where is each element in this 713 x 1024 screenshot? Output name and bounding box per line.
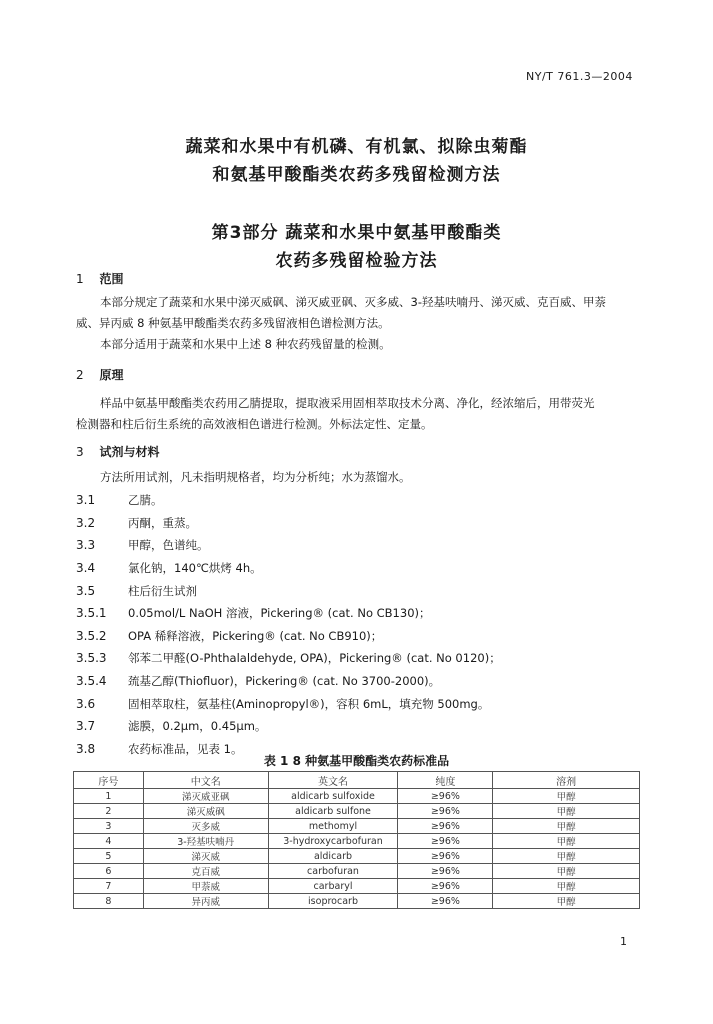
item-number: 3.5.4 xyxy=(76,674,107,688)
item-text: 丙酮，重蒸。 xyxy=(128,516,197,530)
list-item xyxy=(76,628,382,644)
doc-title-line1: 蔬菜和水果中有机磷、有机氯、拟除虫菊酯 xyxy=(185,137,528,157)
item-text: 滤膜，0.2μm，0.45μm。 xyxy=(128,719,267,733)
part-title-line1: 第3部分 蔬菜和水果中氨基甲酸酯类 xyxy=(211,223,502,243)
list-item xyxy=(76,537,209,553)
item-text: 农药标准品，见表 1。 xyxy=(128,742,243,756)
section-2-para-1b: 检测器和柱后衍生系统的高效液相色谱进行检测。外标法定性、定量。 xyxy=(76,417,433,431)
table-cell: 4 xyxy=(74,834,144,849)
section-title: 试剂与材料 xyxy=(99,445,160,459)
section-3-heading xyxy=(76,443,159,460)
table-row xyxy=(74,834,640,849)
table-row xyxy=(74,819,640,834)
table-cell: 6 xyxy=(74,864,144,879)
table-cell: ≥96% xyxy=(398,834,493,849)
section-2-heading xyxy=(76,366,123,383)
item-number: 3.5.1 xyxy=(76,606,107,620)
table-cell: 甲醇 xyxy=(493,849,640,864)
table-caption: 表 1 8 种氨基甲酸酯类农药标准品 xyxy=(263,754,450,768)
section-2-para-1a: 样品中氨基甲酸酯类农药用乙腈提取，提取液采用固相萃取技术分离、净化，经浓缩后，用带荧光 xyxy=(100,396,595,410)
table-cell: 甲醇 xyxy=(493,864,640,879)
item-text: 固相萃取柱，氨基柱(Aminopropyl®)，容积 6mL，填充物 500mg。 xyxy=(128,697,490,711)
section-1-para-1a: 本部分规定了蔬菜和水果中涕灭威砜、涕灭威亚砜、灭多威、3-羟基呋喃丹、涕灭威、克百威、甲萘 xyxy=(100,295,606,309)
table-cell: ≥96% xyxy=(398,879,493,894)
item-number: 3.5.2 xyxy=(76,629,107,643)
item-text: 甲醇，色谱纯。 xyxy=(128,538,209,552)
doc-title-line2: 和氨基甲酸酯类农药多残留检测方法 xyxy=(212,165,501,185)
section-1-para-2: 本部分适用于蔬菜和水果中上述 8 种农药残留量的检测。 xyxy=(100,337,391,351)
table-cell: 甲醇 xyxy=(493,894,640,909)
item-text: 柱后衍生试剂 xyxy=(128,584,197,598)
table-cell: 3-羟基呋喃丹 xyxy=(143,834,268,849)
table-cell: 甲醇 xyxy=(493,834,640,849)
table-row xyxy=(74,894,640,909)
table-cell: 涕灭威 xyxy=(143,849,268,864)
table-cell: 8 xyxy=(74,894,144,909)
list-item xyxy=(76,583,197,599)
item-number: 3.3 xyxy=(76,538,96,552)
table-cell: carbofuran xyxy=(268,864,398,879)
table-cell: 3-hydroxycarbofuran xyxy=(268,834,398,849)
item-number: 3.2 xyxy=(76,516,96,530)
standard-number: NY/T 761.3—2004 xyxy=(526,70,633,83)
table-cell: 克百威 xyxy=(143,864,268,879)
item-text: 邻苯二甲醛(O-Phthalaldehyde, OPA)，Pickering® (cat. No 0120)； xyxy=(128,651,501,665)
part-title-line2: 农药多残留检验方法 xyxy=(275,251,438,271)
section-title: 范围 xyxy=(99,272,124,286)
header-cell: 纯度 xyxy=(398,772,493,789)
table-cell: 2 xyxy=(74,804,144,819)
pesticide-standards-table xyxy=(73,771,640,909)
list-item xyxy=(76,650,501,666)
item-text: 0.05mol/L NaOH 溶液，Pickering® (cat. No CB130)； xyxy=(128,606,431,620)
table-row xyxy=(74,864,640,879)
header-cell: 英文名 xyxy=(268,772,398,789)
section-3-para-1: 方法所用试剂，凡未指明规格者，均为分析纯；水为蒸馏水。 xyxy=(100,470,411,484)
table-row xyxy=(74,879,640,894)
table-cell: 甲醇 xyxy=(493,804,640,819)
list-item xyxy=(76,696,489,712)
table-cell: carbaryl xyxy=(268,879,398,894)
table-cell: isoprocarb xyxy=(268,894,398,909)
table-cell: 1 xyxy=(74,789,144,804)
table-cell: ≥96% xyxy=(398,819,493,834)
table-row xyxy=(74,849,640,864)
item-number: 3.8 xyxy=(76,742,96,756)
item-text: 巯基乙醇(Thiofluor)，Pickering® (cat. No 3700-2000)。 xyxy=(128,674,441,688)
table-cell: ≥96% xyxy=(398,789,493,804)
item-text: OPA 稀释溶液，Pickering® (cat. No CB910)； xyxy=(128,629,383,643)
list-item xyxy=(76,515,197,531)
table-cell: 异丙威 xyxy=(143,894,268,909)
table-cell: aldicarb sulfoxide xyxy=(268,789,398,804)
item-text: 氯化钠，140℃烘烤 4h。 xyxy=(128,561,262,575)
section-number: 3 xyxy=(76,445,84,459)
item-number: 3.5.3 xyxy=(76,651,107,665)
table-cell: 涕灭威亚砜 xyxy=(143,789,268,804)
section-number: 1 xyxy=(76,272,84,286)
table-row xyxy=(74,789,640,804)
header-cell: 中文名 xyxy=(143,772,268,789)
section-1-para-1b: 威、异丙威 8 种氨基甲酸酯类农药多残留液相色谱检测方法。 xyxy=(76,316,390,330)
section-1-heading xyxy=(76,270,123,287)
page-number: 1 xyxy=(620,935,627,948)
header-cell: 溶剂 xyxy=(493,772,640,789)
section-number: 2 xyxy=(76,368,84,382)
item-number: 3.7 xyxy=(76,719,96,733)
table-cell: 甲醇 xyxy=(493,789,640,804)
header-cell: 序号 xyxy=(74,772,144,789)
table-cell: 甲醇 xyxy=(493,819,640,834)
table-cell: 涕灭威砜 xyxy=(143,804,268,819)
table-cell: 甲萘威 xyxy=(143,879,268,894)
item-number: 3.4 xyxy=(76,561,96,575)
table-cell: methomyl xyxy=(268,819,398,834)
item-number: 3.5 xyxy=(76,584,96,598)
table-cell: 灭多威 xyxy=(143,819,268,834)
table-cell: aldicarb xyxy=(268,849,398,864)
item-text: 乙腈。 xyxy=(128,493,163,507)
table-cell: ≥96% xyxy=(398,864,493,879)
table-cell: 5 xyxy=(74,849,144,864)
list-item xyxy=(76,673,440,689)
table-cell: 甲醇 xyxy=(493,879,640,894)
table-row xyxy=(74,804,640,819)
list-item xyxy=(76,718,266,734)
table-cell: ≥96% xyxy=(398,804,493,819)
table-cell: ≥96% xyxy=(398,894,493,909)
table-cell: ≥96% xyxy=(398,849,493,864)
table-header-row xyxy=(74,772,640,789)
table-cell: 7 xyxy=(74,879,144,894)
item-number: 3.6 xyxy=(76,697,96,711)
list-item xyxy=(76,605,431,621)
list-item xyxy=(76,560,262,576)
item-number: 3.1 xyxy=(76,493,96,507)
table-cell: 3 xyxy=(74,819,144,834)
list-item xyxy=(76,492,163,508)
section-title: 原理 xyxy=(99,368,124,382)
table-cell: aldicarb sulfone xyxy=(268,804,398,819)
